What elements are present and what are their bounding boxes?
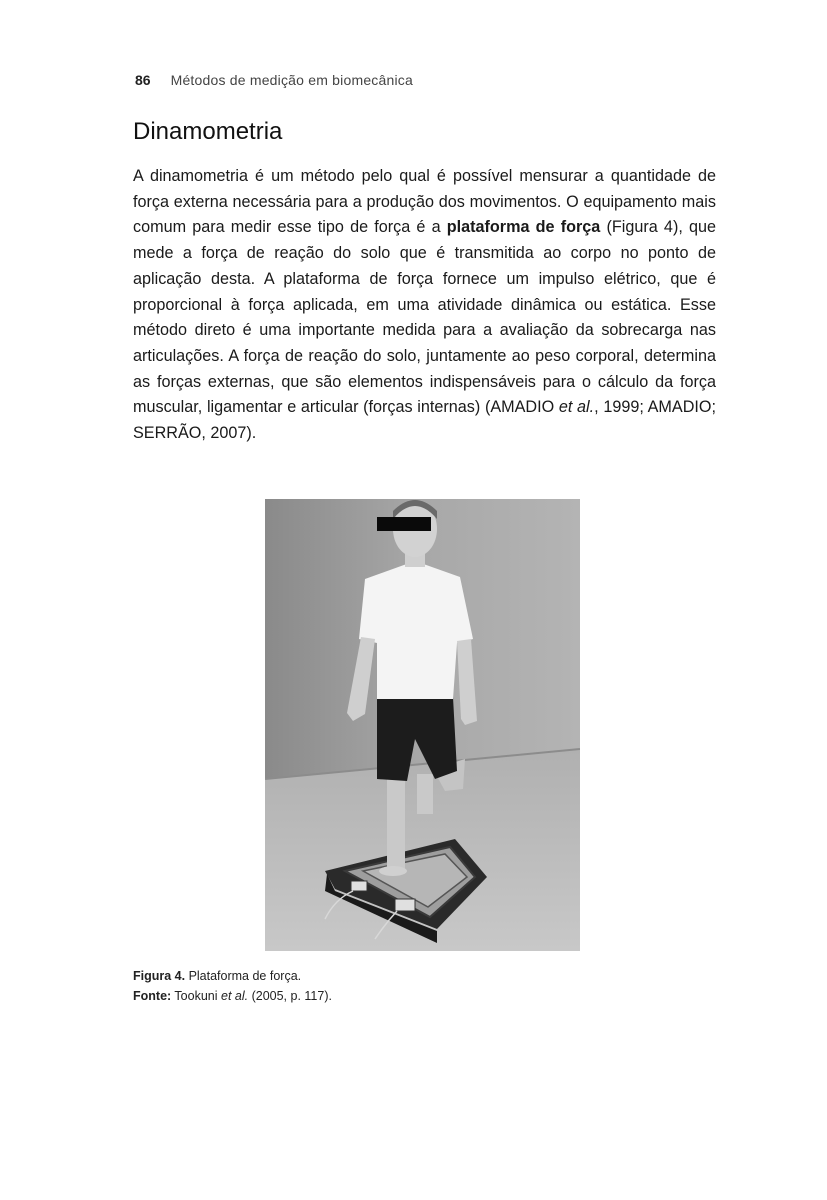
force-platform-photo <box>265 499 580 951</box>
section-title: Dinamometria <box>133 118 283 145</box>
caption-label: Figura 4. <box>133 969 186 983</box>
eye-censor-bar <box>377 517 431 531</box>
source-author: Tookuni <box>171 989 221 1003</box>
caption-text: Plataforma de força. <box>185 969 302 983</box>
source-ref: (2005, p. 117). <box>248 989 332 1003</box>
source-label: Fonte: <box>133 989 172 1003</box>
paragraph-text-3: , 1999; AMADIO; SERRÃO, 2007). <box>133 398 716 443</box>
running-header-title: Métodos de medição em biomecânica <box>170 72 413 88</box>
italic-et-al: et al. <box>558 398 595 417</box>
source-line <box>133 986 332 1006</box>
paragraph-text-2: (Figura 4), que mede a força de reação do solo que é transmitida ao corpo no ponto de aplicação desta. A plataforma de força fornece um impulso elétrico, que é proporcional à força aplicada, em uma atividade dinâmica ou estática. Esse método direto é uma importante medida para a avaliação da sobrecarga nas articulações. A força de reação do solo, juntamente ao peso corporal, determina as forças externas, que são elementos indispensáveis para o cálculo da força muscular, ligamentar e articular (forças internas) (AMADIO <box>133 218 717 417</box>
caption-line <box>133 966 332 986</box>
source-et-al: et al. <box>221 989 249 1003</box>
bold-term: plataforma de força <box>446 218 601 237</box>
figure-caption <box>133 966 332 1006</box>
running-header <box>135 72 413 88</box>
page-number: 86 <box>135 72 151 88</box>
paragraph-text-1: A dinamometria é um método pelo qual é possível mensurar a quantidade de força externa necessária para a produção dos movimentos. O equipamento mais comum para medir esse tipo de força é a <box>133 167 716 237</box>
figure-photo <box>265 499 580 951</box>
body-paragraph <box>133 164 716 447</box>
